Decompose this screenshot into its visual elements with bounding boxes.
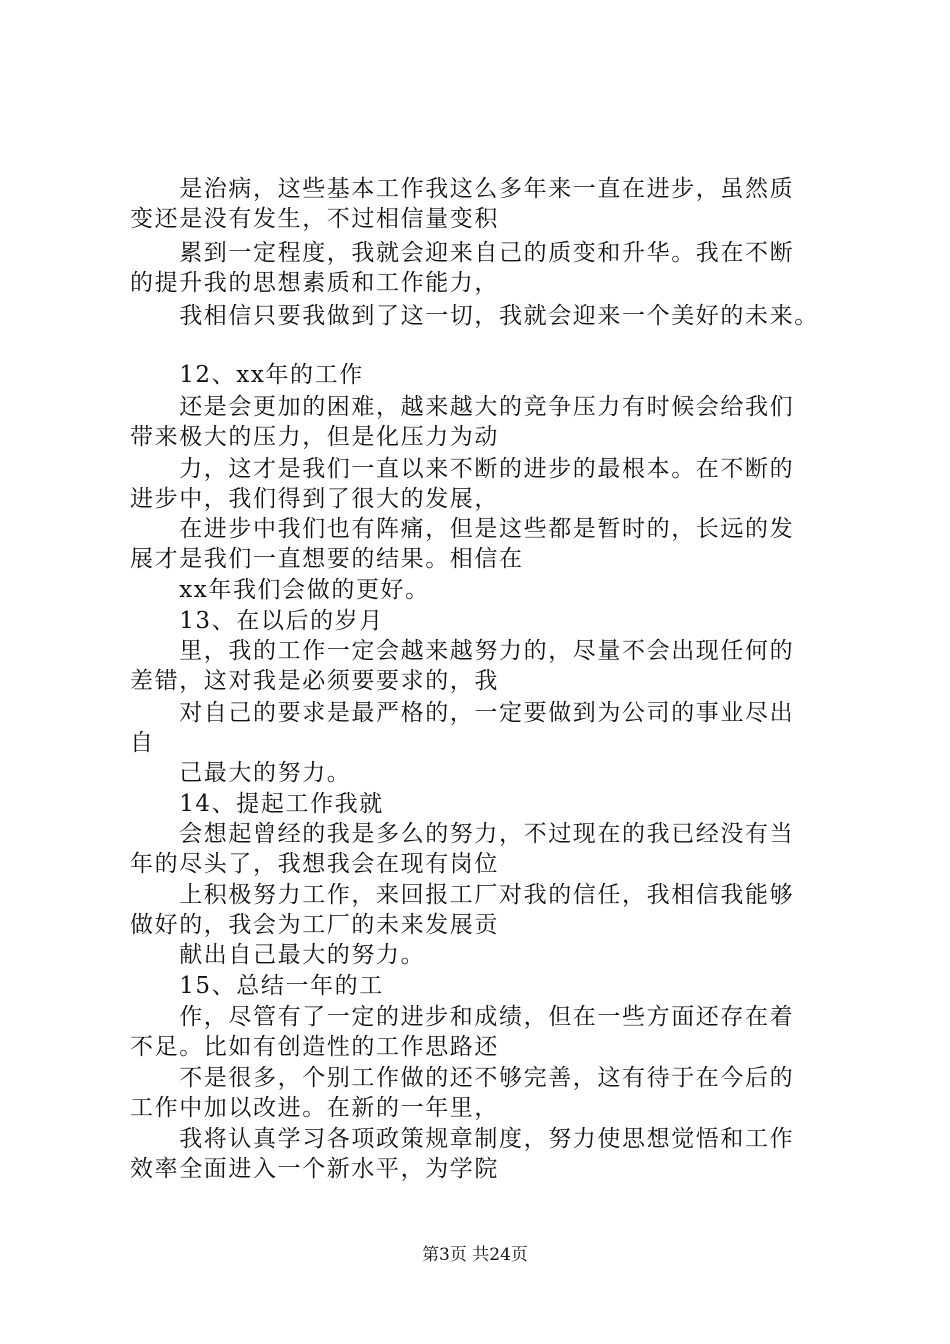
body-text-line: 工作中加以改进。在新的一年里， <box>130 1095 499 1121</box>
body-text-line: 己最大的努力。 <box>130 760 352 786</box>
body-text-line: 不是很多，个别工作做的还不够完善，这有待于在今后的 <box>130 1065 795 1091</box>
section-heading: 13、在以后的岁月 <box>130 608 384 634</box>
body-text-line: 里，我的工作一定会越来越努力的，尽量不会出现任何的 <box>130 638 795 664</box>
body-text-line: 我将认真学习各项政策规章制度，努力使思想觉悟和工作 <box>130 1126 795 1152</box>
body-text-line: 是治病，这些基本工作我这么多年来一直在进步，虽然质 <box>130 176 795 202</box>
body-text-line: 差错，这对我是必须要要求的，我 <box>130 668 499 694</box>
body-text-line: 还是会更加的困难，越来越大的竞争压力有时候会给我们 <box>130 394 795 420</box>
body-text-line: 上积极努力工作，来回报工厂对我的信任，我相信我能够 <box>130 882 795 908</box>
body-text-line: 累到一定程度，我就会迎来自己的质变和升华。我在不断 <box>130 240 795 266</box>
body-text-line: 我相信只要我做到了这一切，我就会迎来一个美好的未来。 <box>130 303 819 329</box>
body-text-line: 效率全面进入一个新水平，为学院 <box>130 1156 499 1182</box>
body-text-line: 变还是没有发生，不过相信量变积 <box>130 206 499 232</box>
body-text-line: xx年我们会做的更好。 <box>130 577 430 603</box>
body-text-line: 展才是我们一直想要的结果。相信在 <box>130 546 524 572</box>
body-text-line: 对自己的要求是最严格的，一定要做到为公司的事业尽出 <box>130 700 795 726</box>
body-text-line: 会想起曾经的我是多么的努力，不过现在的我已经没有当 <box>130 821 795 847</box>
section-heading: 12、xx年的工作 <box>130 362 364 388</box>
body-text-line: 在进步中我们也有阵痛，但是这些都是暂时的，长远的发 <box>130 516 795 542</box>
section-heading: 14、提起工作我就 <box>130 791 384 817</box>
section-heading: 15、总结一年的工 <box>130 973 384 999</box>
body-text-line: 自 <box>130 730 155 756</box>
body-text-line: 献出自己最大的努力。 <box>130 942 426 968</box>
body-text-line: 不足。比如有创造性的工作思路还 <box>130 1034 499 1060</box>
page-number-footer: 第3页 共24页 <box>422 1245 528 1265</box>
body-text-line: 带来极大的压力，但是化压力为动 <box>130 424 499 450</box>
body-text-line: 做好的，我会为工厂的未来发展贡 <box>130 912 499 938</box>
body-text-line: 作，尽管有了一定的进步和成绩，但在一些方面还存在着 <box>130 1004 795 1030</box>
body-text-line: 力，这才是我们一直以来不断的进步的最根本。在不断的 <box>130 456 795 482</box>
body-text-line: 的提升我的思想素质和工作能力， <box>130 270 499 296</box>
body-text-line: 年的尽头了，我想我会在现有岗位 <box>130 851 499 877</box>
body-text-line: 进步中，我们得到了很大的发展， <box>130 486 499 512</box>
